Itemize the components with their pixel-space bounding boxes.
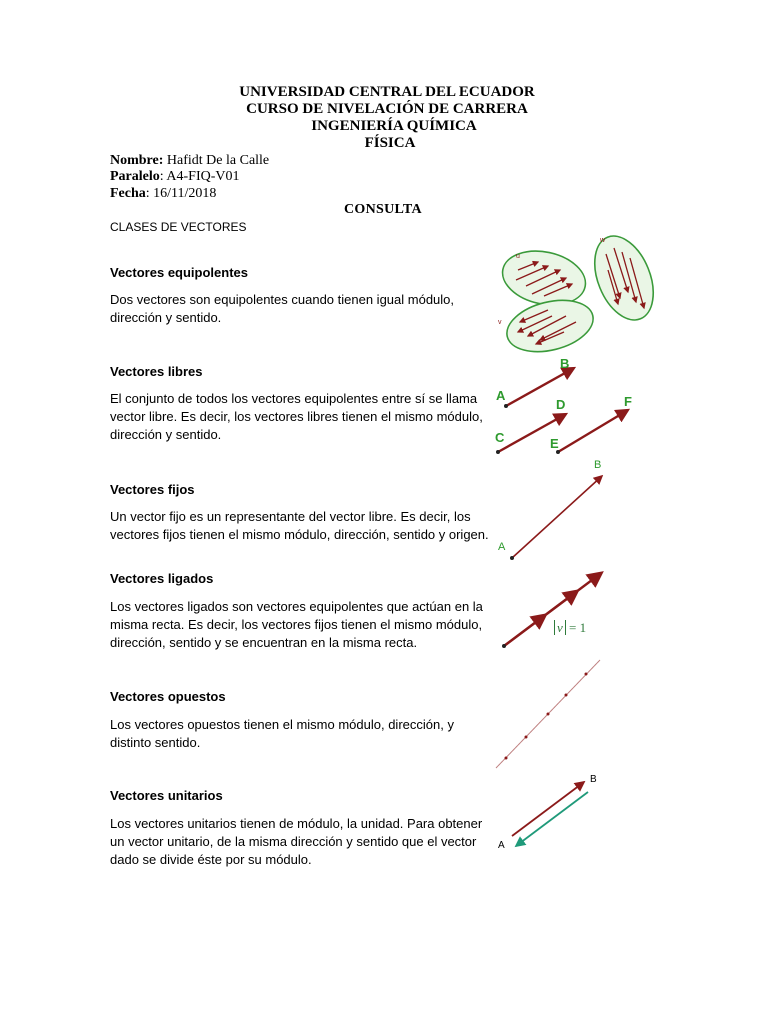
section-body-libres: El conjunto de todos los vectores equipolentes entre sí se llama vector libre. Es decir, los vectores libres tienen el mismo módulo, dirección y sentido. xyxy=(110,391,483,442)
section-subtitle: CLASES DE VECTORES xyxy=(110,220,247,234)
consulta-title: CONSULTA xyxy=(344,202,422,217)
section-body-unitarios: Los vectores unitarios tienen de módulo, la unidad. Para obtener un vector unitario, de la misma dirección y sentido que el vector dado se divide éste por su módulo. xyxy=(110,816,483,867)
libres-label-e: E xyxy=(550,436,559,451)
section-body-ligados: Los vectores ligados son vectores equipolentes que actúan en la misma recta. Es decir, los vectores fijos tienen el mismo módulo, dirección, sentido y se encuentran en la misma recta. xyxy=(110,599,483,650)
fijos-label-b: B xyxy=(594,459,602,471)
section-title-ligados: Vectores ligados xyxy=(110,571,214,586)
unitarios-vector xyxy=(512,782,584,836)
fijos-origin xyxy=(510,556,514,560)
label-v: v xyxy=(498,319,502,326)
opuestos-figure xyxy=(492,656,604,772)
libres-label-f: F xyxy=(624,394,632,409)
section-title-equipolentes: Vectores equipolentes xyxy=(110,265,248,280)
libres-label-b: B xyxy=(560,356,570,371)
paralelo-label: Paralelo xyxy=(110,169,160,184)
university-title: UNIVERSIDAD CENTRAL DEL ECUADOR xyxy=(239,84,535,100)
formula-rest: = 1 xyxy=(569,620,587,635)
fijos-label-a: A xyxy=(498,541,506,553)
course-title: CURSO DE NIVELACIÓN DE CARRERA xyxy=(246,101,528,117)
paralelo-value: : A4-FIQ-V01 xyxy=(159,169,240,184)
section-body-equipolentes: Dos vectores son equipolentes cuando tienen igual módulo, dirección y sentido. xyxy=(110,292,455,325)
libres-label-a: A xyxy=(496,388,506,403)
libres-label-d: D xyxy=(556,397,566,412)
unitarios-label-a: A xyxy=(498,840,505,851)
program-title: INGENIERÍA QUÍMICA xyxy=(311,118,477,134)
document-header xyxy=(0,84,768,152)
label-w: w xyxy=(600,237,606,244)
ligados-vector-1 xyxy=(504,616,544,646)
section-title-opuestos: Vectores opuestos xyxy=(110,689,226,704)
meta-fecha xyxy=(110,186,216,202)
section-title-libres: Vectores libres xyxy=(110,364,203,379)
section-title-fijos: Vectores fijos xyxy=(110,482,195,497)
unitarios-unit-vector xyxy=(516,792,588,846)
name-label: Nombre xyxy=(110,153,159,168)
ligados-formula xyxy=(554,620,586,636)
unitarios-label-b: B xyxy=(590,774,597,785)
ligados-origin xyxy=(502,644,506,648)
section-title-unitarios: Vectores unitarios xyxy=(110,788,223,803)
equipolentes-figure xyxy=(496,232,668,356)
ligados-vector-2 xyxy=(544,592,576,616)
libres-figure xyxy=(492,354,642,460)
section-body-fijos: Un vector fijo es un representante del vector libre. Es decir, los vectores fijos tienen el mismo módulo, dirección, sentido y origen. xyxy=(110,509,489,542)
unitarios-figure xyxy=(494,770,606,852)
fecha-value: : 16/11/2018 xyxy=(145,186,217,201)
subject-title: FÍSICA xyxy=(364,135,416,151)
fijos-vector xyxy=(512,476,602,558)
name-value: Hafidt De la Calle xyxy=(163,153,270,168)
section-body-opuestos: Los vectores opuestos tienen el mismo módulo, dirección, y distinto sentido. xyxy=(110,717,454,750)
meta-paralelo xyxy=(110,169,240,185)
label-u: u xyxy=(516,253,520,260)
fecha-label: Fecha xyxy=(110,186,146,201)
meta-name: Nombre: Hafidt De la Calle xyxy=(110,153,270,168)
libres-label-c: C xyxy=(495,430,505,445)
ligados-figure xyxy=(496,566,606,652)
fijos-figure xyxy=(492,456,622,566)
norm-v: v xyxy=(554,620,566,635)
